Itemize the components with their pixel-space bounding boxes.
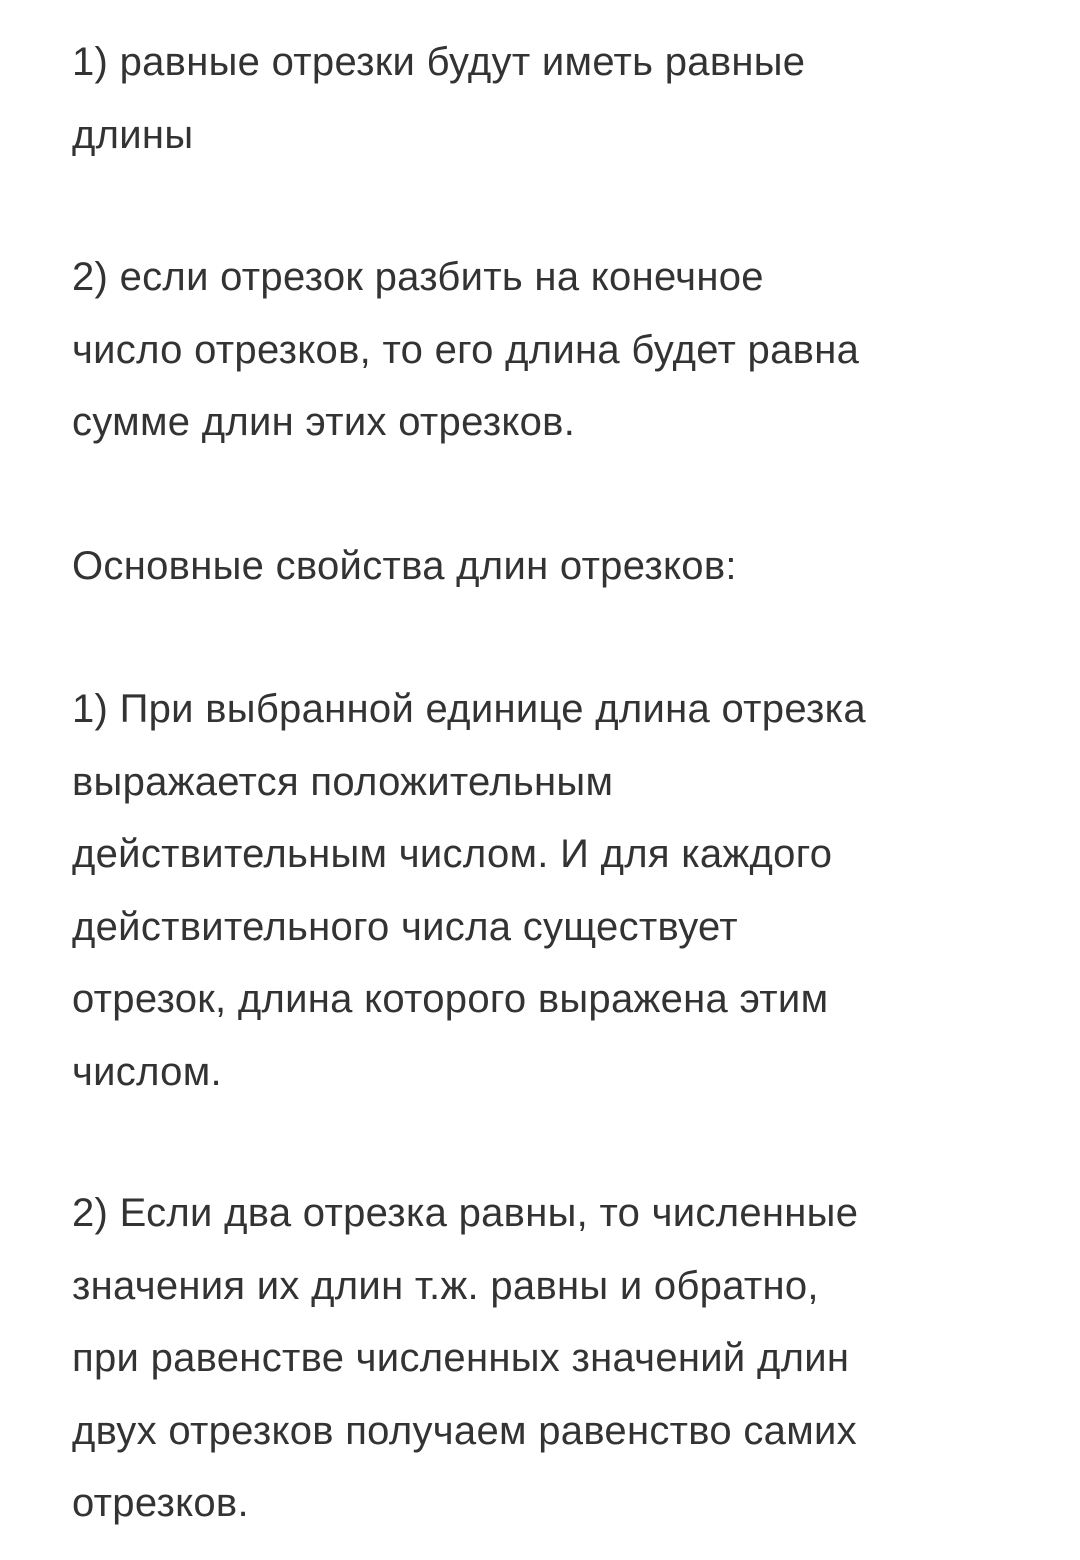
text-line: действительного числа существует <box>72 904 738 949</box>
text-line: значения их длин т.ж. равны и обратно, <box>72 1263 819 1308</box>
heading-line: Основные свойства длин отрезков: <box>72 544 737 588</box>
paragraph-basic-property-1 <box>72 673 1032 1108</box>
text-line: отрезок, длина которого выражена этим <box>72 977 829 1021</box>
text-line: 2) если отрезок разбить на конечное <box>72 255 764 299</box>
section-heading <box>72 530 1032 603</box>
text-line: при равенстве численных значений длин <box>72 1336 850 1380</box>
text-line: отрезков. <box>72 1481 249 1525</box>
text-line: 1) При выбранной единице длина отрезка <box>72 687 866 731</box>
text-line: действительным числом. И для каждого <box>72 832 833 876</box>
paragraph-property-1 <box>72 26 1032 171</box>
text-line: 2) Если два отрезка равны, то численные <box>72 1191 859 1235</box>
text-line: двух отрезков получаем равенство самих <box>72 1408 857 1453</box>
paragraph-basic-property-2 <box>72 1177 1032 1540</box>
text-line: 1) равные отрезки будут иметь равные <box>72 40 806 84</box>
text-line: числом. <box>72 1049 222 1094</box>
paragraph-property-2 <box>72 241 1032 459</box>
text-line: длины <box>72 112 194 157</box>
text-line: выражается положительным <box>72 759 614 804</box>
text-line: сумме длин этих отрезков. <box>72 400 576 444</box>
text-line: число отрезков, то его длина будет равна <box>72 327 860 372</box>
